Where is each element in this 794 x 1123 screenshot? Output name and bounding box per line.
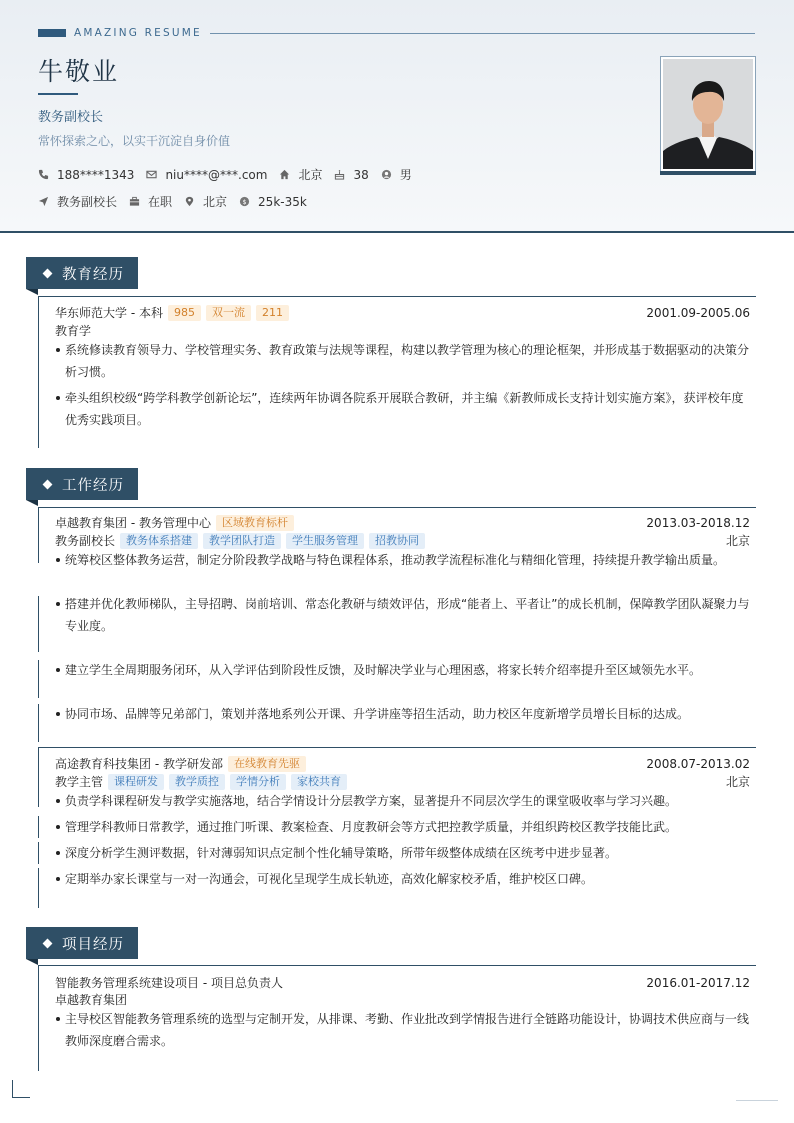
home-icon: [279, 169, 290, 180]
contact-info-row: [38, 166, 424, 183]
section-work-title: [26, 468, 138, 500]
section-fold: [26, 959, 38, 965]
job-entry-head: [55, 755, 750, 772]
role-tag: 教务体系搭建: [120, 533, 198, 549]
diamond-icon: [43, 479, 53, 489]
job-role: 教务副校长: [55, 534, 116, 548]
section-vline: [38, 965, 39, 1071]
home-text: 北京: [298, 168, 323, 182]
gender-item: [381, 166, 412, 183]
briefcase-icon: [129, 196, 140, 207]
job-bullet: 定期举办家长课堂与一对一沟通会，可视化呈现学生成长轨迹，高效化解家校矛盾，维护校区口碑。: [65, 868, 750, 890]
mail-icon: [146, 169, 157, 180]
education-major: 教育学: [55, 324, 92, 338]
page-corner-rule: [736, 1100, 778, 1101]
section-title-text: 项目经历: [62, 936, 124, 953]
brand-text: AMAZING RESUME: [74, 27, 202, 39]
email-item: [146, 168, 267, 182]
target-role-item: [38, 193, 117, 210]
header-divider: [0, 231, 794, 233]
job-entry-head: [55, 514, 750, 531]
candidate-motto: 常怀探索之心，以实干沉淀自身价值: [38, 134, 231, 148]
job-bullet: 负责学科课程研发与教学实施落地，结合学情设计分层教学方案，显著提升不同层次学生的课堂吸收率与学习兴趣。: [65, 790, 750, 812]
company-tag: 在线教育先驱: [228, 756, 306, 772]
city-item: [184, 193, 227, 210]
section-fold: [26, 500, 38, 506]
salary-item: [239, 195, 307, 209]
job-bullet: 搭建并优化教师梯队，主导招聘、岗前培训、常态化教研与绩效评估，形成“能者上、平者让”的成长机制，保障教学团队凝聚力与专业度。: [65, 593, 750, 637]
job-role-row: [55, 773, 750, 790]
job-date: 2013.03-2018.12: [646, 515, 750, 530]
role-tag: 学情分析: [230, 774, 286, 790]
job-location: 北京: [725, 775, 750, 789]
city-text: 北京: [203, 195, 228, 209]
section-vline: [38, 704, 39, 742]
job-bullet: 管理学科教师日常教学，通过推门听课、教案检查、月度教研会等方式把控教学质量，并组织跨校区教学技能比武。: [65, 816, 750, 838]
education-date: 2001.09-2005.06: [646, 305, 750, 320]
section-vline: [38, 660, 39, 698]
project-bullet: 主导校区智能教务管理系统的选型与定制开发，从排课、考勤、作业批改到学情报告进行全链路功能设计，协调技术供应商与一线教师深度磨合需求。: [65, 1008, 750, 1052]
job-location: 北京: [725, 534, 750, 548]
section-project-title: [26, 927, 138, 959]
project-org-row: [55, 991, 750, 1008]
profile-photo-frame: [660, 56, 756, 174]
project-name: 智能教务管理系统建设项目 - 项目总负责人: [55, 976, 283, 990]
job-bullet: 统筹校区整体教务运营，制定分阶段教学战略与特色课程体系，推动教学流程标准化与精细化管理，持续提升教学输出质量。: [65, 549, 750, 571]
candidate-name: 牛敬业: [38, 57, 120, 86]
send-icon: [38, 196, 49, 207]
job-info-row: [38, 193, 319, 210]
job-bullet: 深度分析学生测评数据，针对薄弱知识点定制个性化辅导策略，所带年级整体成绩在区统考中进步显著。: [65, 842, 750, 864]
education-major-row: [55, 322, 750, 339]
section-title-text: 教育经历: [62, 266, 124, 283]
gender-text: 男: [399, 168, 412, 182]
gender-icon: [381, 169, 392, 180]
status-text: 在职: [148, 195, 173, 209]
salary-text: 25k-35k: [258, 194, 307, 209]
school-tag: 985: [168, 305, 201, 321]
company-tag: 区域教育标杆: [216, 515, 294, 531]
page-corner-mark: [12, 1080, 30, 1098]
section-rule: [38, 965, 756, 966]
role-tag: 课程研发: [108, 774, 164, 790]
phone-item: [38, 168, 134, 182]
section-vline: [38, 596, 39, 652]
role-tag: 学生服务管理: [286, 533, 364, 549]
age-item: [334, 168, 368, 182]
section-education-title: [26, 257, 138, 289]
section-vline: [38, 868, 39, 908]
diamond-icon: [43, 938, 53, 948]
job-bullet: 建立学生全周期服务闭环，从入学评估到阶段性反馈，及时解决学业与心理困惑，将家长转介绍率提升至区域领先水平。: [65, 659, 750, 681]
project-entry-head: [55, 974, 750, 991]
education-bullet: 牵头组织校级“跨学科教学创新论坛”，连续两年协调各院系开展联合教研，并主编《新教师成长支持计划实施方案》，获评校年度优秀实践项目。: [65, 387, 750, 431]
section-vline: [38, 296, 39, 448]
diamond-icon: [43, 268, 53, 278]
location-pin-icon: [184, 196, 195, 207]
role-tag: 教学质控: [169, 774, 225, 790]
phone-text: 188****1343: [57, 167, 135, 182]
role-tag: 家校共育: [291, 774, 347, 790]
cake-icon: [334, 169, 345, 180]
brand-bar: [38, 29, 66, 37]
school-tag: 211: [256, 305, 289, 321]
section-title-text: 工作经历: [62, 477, 124, 494]
profile-photo: [663, 59, 753, 169]
school-tag: 双一流: [206, 305, 251, 321]
candidate-title: 教务副校长: [38, 110, 104, 125]
phone-icon: [38, 169, 49, 180]
section-vline: [38, 507, 39, 563]
name-underline: [38, 93, 78, 95]
email-text: niu****@***.com: [165, 167, 268, 182]
school-name: 华东师范大学 - 本科: [55, 306, 163, 320]
money-icon: [239, 196, 250, 207]
status-item: [129, 193, 172, 210]
section-rule: [38, 747, 756, 748]
role-tag: 教学团队打造: [203, 533, 281, 549]
project-date: 2016.01-2017.12: [646, 975, 750, 990]
age-text: 38: [353, 167, 369, 182]
home-item: [279, 166, 322, 183]
company-name: 高途教育科技集团 - 教学研发部: [55, 757, 223, 771]
section-fold: [26, 289, 38, 295]
brand-rule: [210, 33, 755, 34]
section-rule: [38, 296, 756, 297]
section-vline: [38, 747, 39, 807]
svg-text:$: $: [242, 197, 247, 206]
job-date: 2008.07-2013.02: [646, 756, 750, 771]
role-tag: 招教协同: [369, 533, 425, 549]
job-bullet: 协同市场、品牌等兄弟部门，策划并落地系列公开课、升学讲座等招生活动，助力校区年度新增学员增长目标的达成。: [65, 703, 750, 725]
education-entry-head: [55, 304, 750, 321]
job-role-row: [55, 532, 750, 549]
target-role-text: 教务副校长: [57, 195, 118, 209]
project-org: 卓越教育集团: [55, 993, 128, 1007]
job-role: 教学主管: [55, 775, 104, 789]
photo-base-bar: [660, 171, 756, 175]
company-name: 卓越教育集团 - 教务管理中心: [55, 516, 211, 530]
section-rule: [38, 507, 756, 508]
section-vline: [38, 842, 39, 864]
education-bullet: 系统修读教育领导力、学校管理实务、教育政策与法规等课程，构建以教学管理为核心的理论框架，并形成基于数据驱动的决策分析习惯。: [65, 339, 750, 383]
section-vline: [38, 816, 39, 838]
